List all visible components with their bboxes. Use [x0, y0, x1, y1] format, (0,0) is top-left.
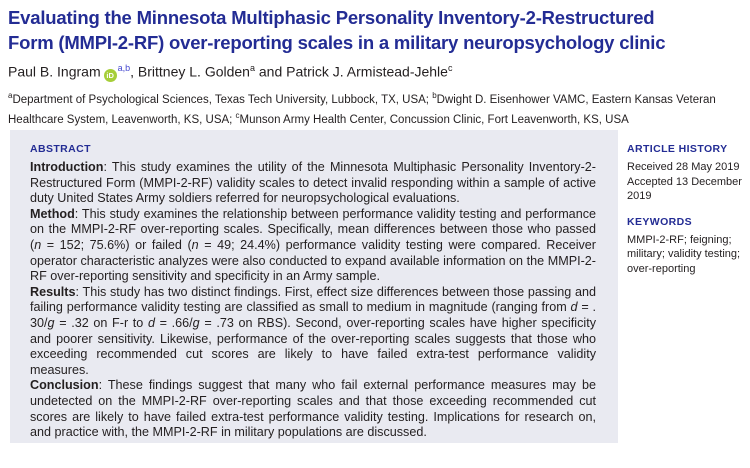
text-segment: Munson Army Health Center, Concussion Clinic, Fort Leavenworth, KS, USA [239, 113, 629, 126]
article-history-heading: ARTICLE HISTORY [627, 143, 728, 155]
text-segment: d [570, 300, 578, 315]
abstract-paragraph-introduction [30, 160, 596, 207]
accepted-date: Accepted 13 December 2019 [627, 175, 742, 202]
keywords-line-1: MMPI-2-RF; feigning; [627, 233, 732, 246]
text-segment: : This study has two distinct findings. First, effect size differences between those passing and failing performance validity testing are classified as small to medium in magnitude (ranging from [30, 284, 596, 315]
paragraph-label: Introduction [30, 160, 104, 174]
text-segment: b [432, 91, 437, 100]
article-title [8, 5, 738, 55]
text-segment: = .32 on F-r to [54, 315, 148, 330]
paragraph-label: Method [30, 206, 75, 221]
abstract-heading: ABSTRACT [30, 143, 91, 155]
abstract-paragraph-conclusion [30, 378, 596, 440]
text-segment: and Patrick J. Armistead-Jehle [254, 63, 448, 80]
text-segment: : This study examines the relationship between performance validity testing and performance on the MMPI-2-RF over-reporting scales. Specifically, mean differences between those who passed ( [30, 206, 596, 252]
article-title-line2: Form (MMPI-2-RF) over-reporting scales in a military neuropsychology clinic [8, 32, 666, 53]
text-segment: d [147, 315, 155, 330]
text-segment: = 49; 24.4%) performance validity testing were compared. Receiver operator characteristic analyzes were also conducted to expand available information on the MMPI-2-RF over-reporting sensitivity and specificity in an Army sample. [30, 237, 597, 284]
abstract-paragraph-results [30, 285, 596, 379]
text-segment: n [34, 237, 42, 252]
article-history-section [627, 143, 748, 204]
text-segment: g [47, 315, 55, 330]
text-segment: c [235, 110, 240, 120]
paragraph-label: Results [30, 284, 76, 299]
keywords-section [627, 216, 748, 277]
received-date: Received 28 May 2019 [627, 161, 740, 173]
text-segment: a,b [117, 63, 131, 73]
text-segment: g [192, 315, 200, 330]
text-segment: a [249, 63, 255, 73]
article-title-line1: Evaluating the Minnesota Multiphasic Personality Inventory-2-Restructured [8, 7, 655, 28]
keywords-line-3: over-reporting [627, 262, 696, 275]
text-segment: : This study examines the utility of the Minnesota Multiphasic Personality Inventory-2-Restructured Form (MMPI-2-RF) validity scales to detect invalid responding within a sample of active duty United States Army soldiers referred for neuropsychological evaluations. [30, 160, 596, 206]
text-segment: Department of Psychological Sciences, Texas Tech University, Lubbock, TX, USA; [12, 93, 433, 106]
text-segment: = . 30/ [30, 300, 596, 330]
orcid-icon[interactable]: iD [104, 69, 117, 82]
keywords-heading: KEYWORDS [627, 215, 693, 228]
article-meta-sidebar [627, 143, 748, 276]
text-segment: a [8, 91, 13, 100]
affiliations [8, 88, 746, 128]
text-segment: : These findings suggest that many who fail external performance measures may be undetected on the MMPI-2-RF over-reporting scales and that those exceeding recommended cut scores are likely to have failed extra-test performance validity testing. Implications for research on, and practice with, the MMPI-2-RF in military populations are discussed. [30, 378, 596, 440]
abstract-body [30, 160, 596, 441]
text-segment: , Brittney L. Golden [130, 63, 250, 80]
abstract-paragraph-method [30, 207, 596, 285]
keywords-line-2: military; validity testing; [627, 248, 741, 260]
text-segment: = 152; 75.6%) or failed ( [41, 237, 192, 252]
author-list [8, 59, 738, 82]
text-segment: n [191, 237, 199, 252]
text-segment: Dwight D. Eisenhower VAMC, Eastern Kansas Veteran Healthcare System, Leavenworth, KS, USA; [8, 93, 716, 126]
text-segment: = .66/ [154, 315, 193, 330]
paragraph-label: Conclusion [30, 378, 99, 393]
abstract-panel [10, 130, 618, 443]
text-segment: c [447, 63, 453, 73]
text-segment: = .73 on RBS). Second, over-reporting scales have higher specificity and poorer sensitivity. Likewise, performance of the over-reporting scales suggests that those who exceeding recommended cut scores are likely to have failed extra-test performance validity measures. [30, 315, 596, 377]
text-segment: Paul B. Ingram [8, 63, 101, 80]
